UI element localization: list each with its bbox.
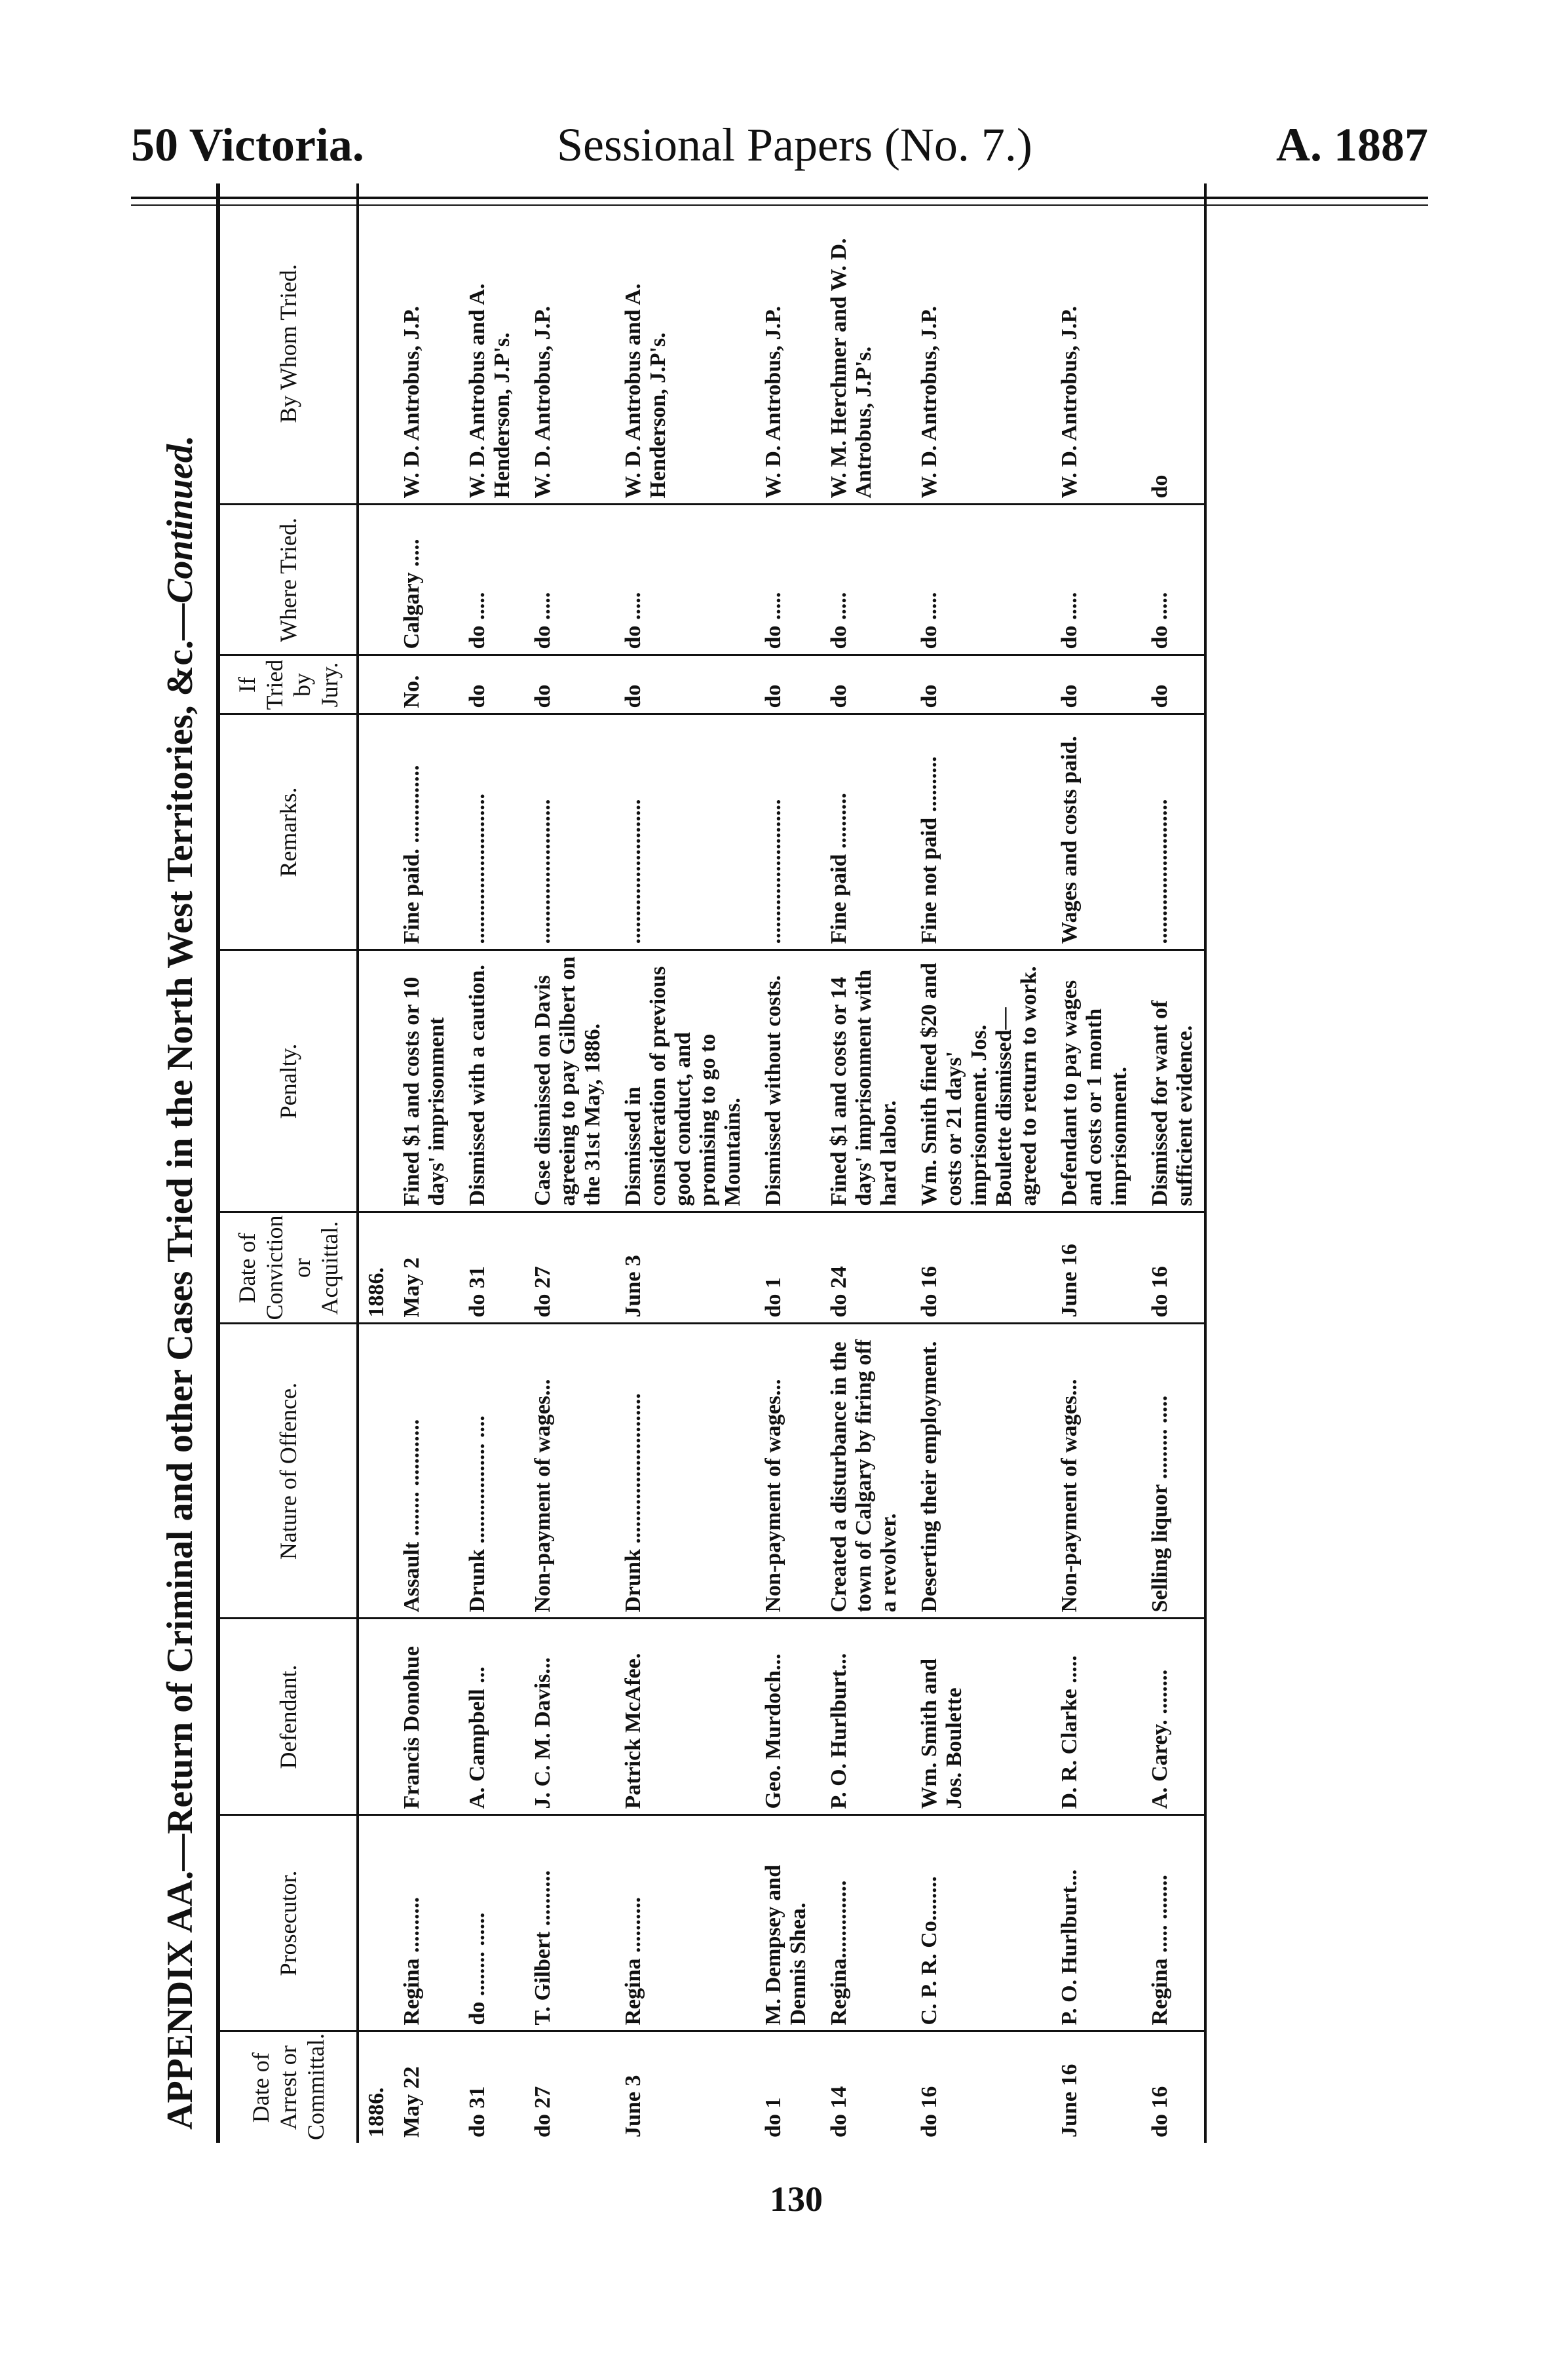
remarks-cell: .......................... — [752, 714, 818, 950]
jury-cell: do — [1139, 655, 1205, 714]
penalty-cell: Dismissed in consideration of previous good conduct, and promising to go to Mountains. — [612, 950, 752, 1212]
offence-cell: Drunk .................. .... — [456, 1324, 521, 1619]
col-prosecutor: Prosecutor. — [218, 1815, 358, 2031]
by-whom-cell: W. D. Antrobus, J.P. — [1048, 183, 1139, 505]
jury-cell: do — [612, 655, 752, 714]
conviction-date-cell: do 1 — [752, 1212, 818, 1324]
col-offence: Nature of Offence. — [218, 1324, 358, 1619]
penalty-cell: Defendant to pay wages and costs or 1 month imprisonment. — [1048, 950, 1139, 1212]
defendant-cell: D. R. Clarke ..... — [1048, 1619, 1139, 1815]
prosecutor-cell: Regina .......... — [612, 1815, 752, 2031]
penalty-cell: Fined $1 and costs or 10 days' imprisonment — [390, 950, 456, 1212]
defendant-cell: Geo. Murdoch... — [752, 1619, 818, 1815]
remarks-cell: Fine not paid .......... — [908, 714, 1048, 950]
arrest-date-cell: do 16 — [1148, 2086, 1172, 2138]
table-row — [752, 183, 818, 2143]
penalty-cell: Case dismissed on Davis agreeing to pay Gilbert on the 31st May, 1886. — [521, 950, 612, 1212]
remarks-cell: Wages and costs paid. — [1048, 714, 1139, 950]
defendant-cell: Patrick McAfee. — [612, 1619, 752, 1815]
table-row — [612, 183, 752, 2143]
arrest-date-cell: do 16 — [917, 2086, 941, 2138]
col-by-whom: By Whom Tried. — [218, 183, 358, 505]
arrest-date-cell: June 16 — [1057, 2063, 1082, 2138]
col-arrest-date: Date of Arrest or Committal. — [218, 2031, 358, 2143]
remarks-cell: .......................... — [1139, 714, 1205, 950]
where-cell: Calgary ..... — [390, 505, 456, 655]
defendant-cell: A. Carey. ........ — [1139, 1619, 1205, 1815]
penalty-cell: Dismissed without costs. — [752, 950, 818, 1212]
by-whom-cell: W. D. Antrobus and A. Henderson, J.P's. — [456, 183, 521, 505]
remarks-cell: .......................... — [612, 714, 752, 950]
by-whom-cell: do — [1139, 183, 1205, 505]
table-row — [521, 183, 612, 2143]
offence-cell: Created a disturbance in the town of Calgary by firing off a revolver. — [818, 1324, 908, 1619]
rotated-table-block — [144, 183, 1428, 2143]
penalty-cell: Dismissed for want of sufficient evidence. — [1139, 950, 1205, 1212]
remarks-cell: ........................... — [456, 714, 521, 950]
offence-cell: Assault ........ ............ — [390, 1324, 456, 1619]
conviction-date-cell: do 31 — [456, 1212, 521, 1324]
arrest-date-cell: do 14 — [827, 2086, 851, 2138]
year-label: A. 1887 — [1276, 119, 1428, 171]
where-cell: do ..... — [1048, 505, 1139, 655]
col-penalty: Penalty. — [218, 950, 358, 1212]
conviction-date-cell: do 27 — [521, 1212, 612, 1324]
by-whom-cell: W. D. Antrobus and A. Henderson, J.P's. — [612, 183, 752, 505]
header-row — [218, 183, 358, 2143]
prosecutor-cell: Regina.............. — [818, 1815, 908, 2031]
defendant-cell: Francis Donohue — [390, 1619, 456, 1815]
col-conviction-date: Date of Conviction or Acquittal. — [218, 1212, 358, 1324]
remarks-cell: Fine paid. .............. — [390, 714, 456, 950]
jury-cell: do — [908, 655, 1048, 714]
prosecutor-cell: M. Dempsey and Dennis Shea. — [752, 1815, 818, 2031]
arrest-date-cell: do 1 — [761, 2097, 785, 2138]
table-row — [1139, 183, 1205, 2143]
defendant-cell: A. Campbell ... — [456, 1619, 521, 1815]
table-row — [456, 183, 521, 2143]
conviction-date-cell: June 3 — [612, 1212, 752, 1324]
by-whom-cell: W. D. Antrobus, J.P. — [390, 183, 456, 505]
cases-table — [216, 183, 1207, 2143]
session-label: 50 Victoria. — [131, 119, 364, 171]
where-cell: do ..... — [521, 505, 612, 655]
table-row — [1048, 183, 1139, 2143]
conviction-date-cell: May 2 — [390, 1212, 456, 1324]
where-cell: do ..... — [908, 505, 1048, 655]
remarks-cell: Fine paid .......... — [818, 714, 908, 950]
defendant-cell: Wm. Smith and Jos. Boulette — [908, 1619, 1048, 1815]
conviction-date-cell: do 16 — [908, 1212, 1048, 1324]
table-row — [908, 183, 1048, 2143]
offence-cell: Selling liquor ......... ..... — [1139, 1324, 1205, 1619]
arrest-date-cell: May 22 — [400, 2066, 424, 2138]
prosecutor-cell: do ........ ...... — [456, 1815, 521, 2031]
col-remarks: Remarks. — [218, 714, 358, 950]
offence-cell: Non-payment of wages... — [752, 1324, 818, 1619]
table-title-continued: Continued. — [160, 435, 200, 604]
offence-cell: Non-payment of wages... — [521, 1324, 612, 1619]
offence-cell: Non-payment of wages... — [1048, 1324, 1139, 1619]
year-row — [358, 183, 390, 2143]
page-number: 130 — [770, 2179, 823, 2219]
jury-cell: do — [818, 655, 908, 714]
jury-cell: do — [521, 655, 612, 714]
prosecutor-cell: T. Gilbert .......... — [521, 1815, 612, 2031]
page-header — [131, 118, 1428, 183]
by-whom-cell: W. D. Antrobus, J.P. — [908, 183, 1048, 505]
where-cell: do ..... — [456, 505, 521, 655]
sessional-papers-label: Sessional Papers (No. 7.) — [557, 119, 1032, 171]
prosecutor-cell: Regina .......... — [390, 1815, 456, 2031]
col-jury: If Tried by Jury. — [218, 655, 358, 714]
col-where: Where Tried. — [218, 505, 358, 655]
where-cell: do ..... — [612, 505, 752, 655]
offence-cell: Deserting their employment. — [908, 1324, 1048, 1619]
conviction-date-cell: do 24 — [818, 1212, 908, 1324]
where-cell: do ..... — [752, 505, 818, 655]
where-cell: do ..... — [1139, 505, 1205, 655]
defendant-cell: P. O. Hurlburt... — [818, 1619, 908, 1815]
jury-cell: do — [456, 655, 521, 714]
prosecutor-cell: C. P. R. Co........ — [908, 1815, 1048, 2031]
where-cell: do ..... — [818, 505, 908, 655]
table-title-main: APPENDIX AA.—Return of Criminal and other Cases Tried in the North West Territories, &c.— — [160, 603, 200, 2130]
arrest-date-cell: June 3 — [621, 2075, 645, 2138]
conviction-date-cell: June 16 — [1048, 1212, 1139, 1324]
prosecutor-cell: Regina ..... ........ — [1139, 1815, 1205, 2031]
remarks-cell: .......................... — [521, 714, 612, 950]
arrest-year: 1886. — [364, 2087, 388, 2138]
jury-cell: do — [752, 655, 818, 714]
arrest-date-cell: do 31 — [465, 2086, 489, 2138]
table-row — [818, 183, 908, 2143]
penalty-cell: Fined $1 and costs or 14 days' imprisonment with hard labor. — [818, 950, 908, 1212]
by-whom-cell: W. M. Herchmer and W. D. Antrobus, J.P's. — [818, 183, 908, 505]
conviction-date-cell: do 16 — [1139, 1212, 1205, 1324]
defendant-cell: J. C. M. Davis... — [521, 1619, 612, 1815]
conviction-year: 1886. — [358, 1212, 390, 1324]
penalty-cell: Dismissed with a caution. — [456, 950, 521, 1212]
jury-cell: do — [1048, 655, 1139, 714]
arrest-date-cell: do 27 — [531, 2086, 555, 2138]
by-whom-cell: W. D. Antrobus, J.P. — [752, 183, 818, 505]
prosecutor-cell: P. O. Hurlburt... — [1048, 1815, 1139, 2031]
offence-cell: Drunk ........................... — [612, 1324, 752, 1619]
table-row — [390, 183, 456, 2143]
penalty-cell: Wm. Smith fined $20 and costs or 21 days' imprisonment. Jos. Boulette dismissed—agreed to return to work. — [908, 950, 1048, 1212]
jury-cell: No. — [390, 655, 456, 714]
col-defendant: Defendant. — [218, 1619, 358, 1815]
by-whom-cell: W. D. Antrobus, J.P. — [521, 183, 612, 505]
table-title — [144, 183, 216, 2143]
